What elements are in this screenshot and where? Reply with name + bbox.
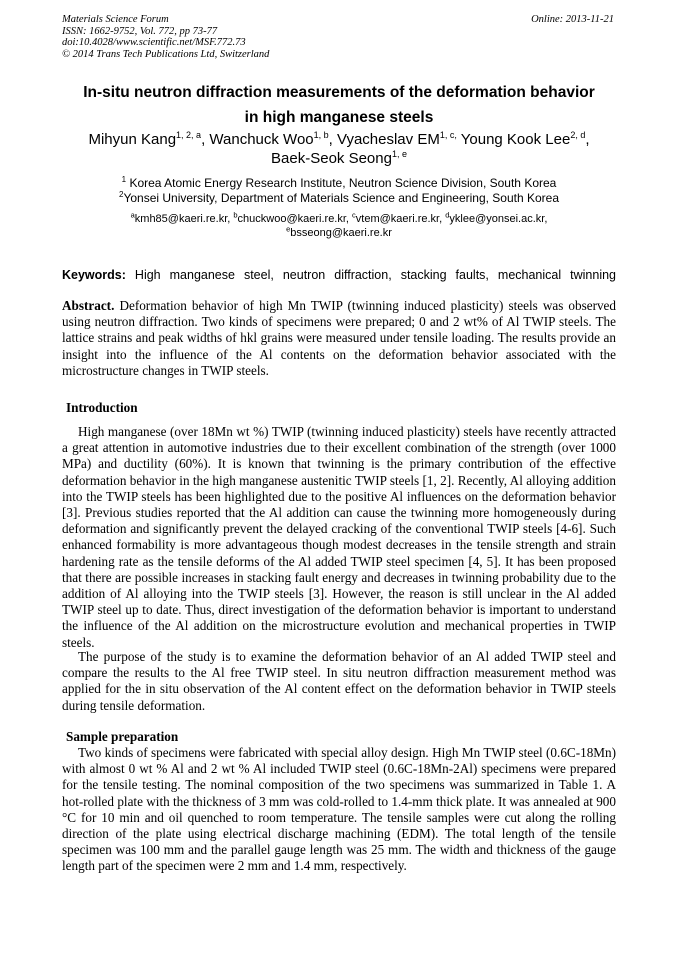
journal-doi: doi:10.4028/www.scientific.net/MSF.772.73	[62, 37, 246, 48]
keywords-text: High manganese steel, neutron diffraction, stacking faults, mechanical twinning	[134, 268, 616, 282]
abstract	[62, 298, 616, 379]
affiliation-line	[62, 191, 616, 206]
author-list	[62, 130, 616, 168]
email-sup: b	[233, 210, 238, 220]
author-name: Vyacheslav EM	[337, 131, 440, 148]
email-sup: d	[445, 210, 450, 220]
email-link[interactable]: vtem@kaeri.re.kr,	[355, 213, 446, 225]
email-sup: c	[352, 210, 356, 220]
email-link[interactable]: bsseong@kaeri.re.kr	[290, 227, 392, 239]
introduction-paragraph-2: The purpose of the study is to examine the deformation behavior of an Al added TWIP steel and compare the results to the Al free TWIP steel. In situ neutron diffraction measurement method was applied for the in situ observation of the Al content effect on the deformation behavior in TWIP steels during tensile deformation.	[62, 649, 616, 713]
keywords-label: Keywords:	[62, 268, 126, 282]
online-date: Online: 2013-11-21	[531, 14, 614, 25]
journal-name: Materials Science Forum	[62, 14, 169, 25]
abstract-label: Abstract.	[62, 298, 115, 313]
affiliation-line	[62, 176, 616, 191]
section-heading-sample-preparation: Sample preparation	[66, 729, 179, 744]
email-link[interactable]: chuckwoo@kaeri.re.kr,	[237, 213, 353, 225]
email-link[interactable]: yklee@yonsei.ac.kr,	[449, 213, 548, 225]
author-name: Mihyun Kang	[88, 131, 177, 148]
author-separator: ,	[585, 131, 590, 148]
email-sup: a	[130, 210, 135, 220]
affiliation-text: Korea Atomic Energy Research Institute, Neutron Science Division, South Korea	[129, 176, 557, 190]
affiliations	[62, 176, 616, 206]
journal-copyright: © 2014 Trans Tech Publications Ltd, Switzerland	[62, 48, 270, 60]
author-name: Wanchuck Woo	[209, 131, 314, 148]
section-heading-introduction: Introduction	[66, 400, 138, 415]
email-link[interactable]: kmh85@kaeri.re.kr,	[134, 213, 234, 225]
introduction-paragraph-1: High manganese (over 18Mn wt %) TWIP (twinning induced plasticity) steels have recently attracted a great attention in automotive industries due to their excellent combination of the strength (over 1000 MPa) and ductility (60%). It is known that twinning is the primary contribution of the effective deformation behavior in the high manganese austenitic TWIP steels [1, 2]. Recently, Al alloying addition into the TWIP steels has been highlighted due to the positive Al influences on the deformation behavior [3]. Previous studies reported that the Al addition can cause the twinning more homogeneously during deformation and significantly prevent the delayed cracking of the conventional TWIP steels [4-6]. Such enhanced formability is more advantageous though modest decreases in the tensile strength and strain hardening rate as the tensile deforms of the Al added TWIP steel specimen [4, 5]. It has been proposed that there are possible increases in stacking fault energy and decreases in twinning probability due to the addition of Al alloying into the TWIP steels [3]. However, the reason is still unclear in the Al added TWIP steel up to date. Thus, direct investigation of the deformation behavior is important to understand the influence of the Al addition on the microstructure evolution and mechanical properties in TWIP steels.	[62, 424, 616, 650]
author-affil-sup: 1, 2, a	[176, 130, 202, 140]
author-affil-sup: 1, c,	[439, 130, 457, 140]
affiliation-sup: 2	[118, 190, 124, 199]
author-name: Baek-Seok Seong	[271, 150, 392, 167]
email-line	[62, 212, 616, 226]
author-emails	[62, 212, 616, 240]
keywords	[62, 267, 616, 283]
author-separator: ,	[328, 131, 337, 148]
journal-header	[62, 14, 269, 60]
email-sup: e	[286, 224, 291, 234]
paper-title	[62, 80, 616, 130]
author-affil-sup: 1, e	[391, 149, 407, 159]
author-separator: ,	[201, 131, 210, 148]
abstract-text: Deformation behavior of high Mn TWIP (twinning induced plasticity) steels was observed using neutron diffraction. Two kinds of specimens were prepared; 0 and 2 wt% of Al TWIP steels. The lattice strains and peak widths of hkl grains were measured under tensile loading. The results provide an insight into the influence of the Al contents on the deformation behavior associated with the microstructure changes in TWIP steels.	[62, 298, 616, 378]
journal-issn: ISSN: 1662-9752, Vol. 772, pp 73-77	[62, 25, 218, 37]
author-affil-sup: 2, d	[570, 130, 586, 140]
title-line-2: in high manganese steels	[244, 109, 434, 126]
sample-preparation-paragraph: Two kinds of specimens were fabricated with special alloy design. High Mn TWIP steel (0.6C-18Mn) with almost 0 wt % Al and 2 wt % Al included TWIP steel (0.6C-18Mn-2Al) specimens were prepared for the tensile testing. The nominal composition of the two specimens was summarized in Table 1. A hot-rolled plate with the thickness of 3 mm was cold-rolled to 1.4-mm thick plate. It was annealed at 900 °C for 10 min and oil quenched to room temperature. The tensile samples were cut along the rolling direction of the plate using electrical discharge machining (EDM). The total length of the tensile specimen was 100 mm and the parallel gauge length was 25 mm. The width and thickness of the gauge length part of the specimen were 2 mm and 1.4 mm, respectively.	[62, 745, 616, 874]
author-name: Young Kook Lee	[460, 131, 571, 148]
affiliation-sup: 1	[121, 175, 127, 184]
author-affil-sup: 1, b	[313, 130, 329, 140]
affiliation-text: Yonsei University, Department of Materials Science and Engineering, South Korea	[123, 191, 560, 205]
title-line-1: In-situ neutron diffraction measurements of the deformation behavior	[83, 84, 595, 101]
email-line	[62, 226, 616, 240]
